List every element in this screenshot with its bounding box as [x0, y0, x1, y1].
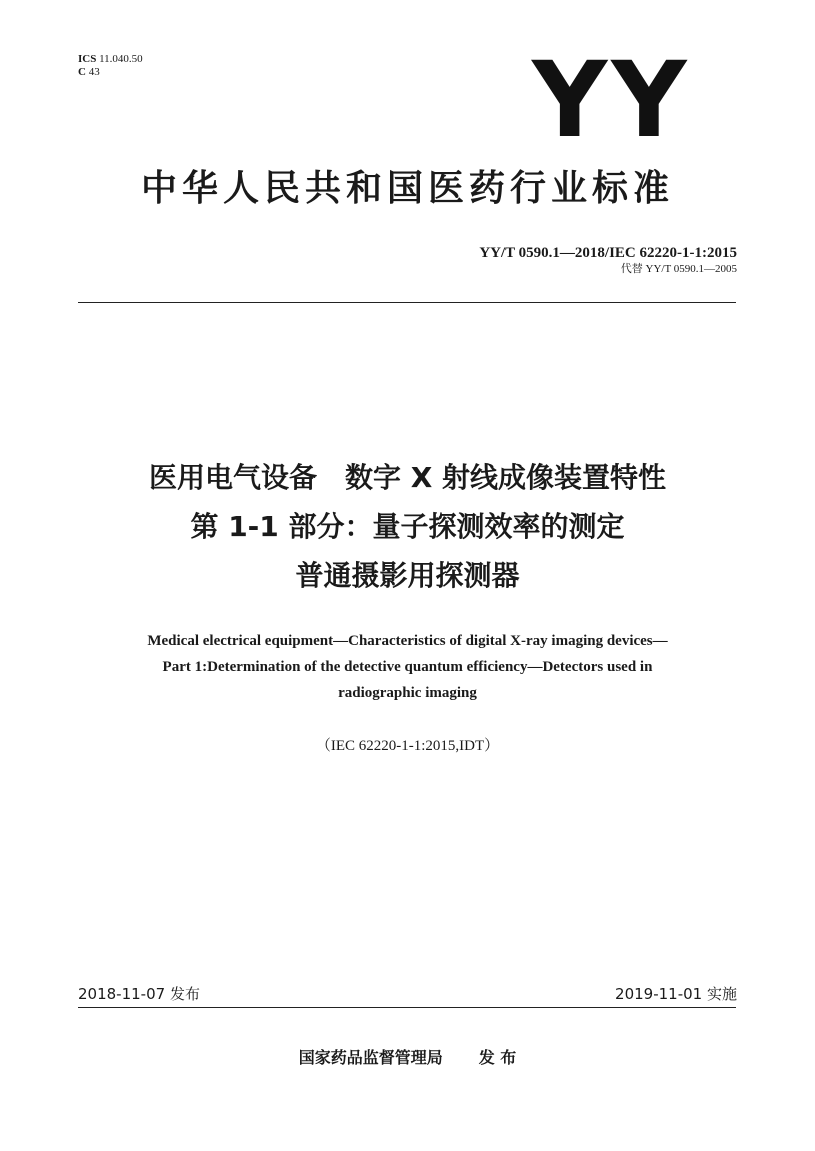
title-cn-line2: 第 1-1 部分：量子探测效率的测定: [190, 510, 625, 543]
title-en-line1: Medical electrical equipment—Characteristics of digital X-ray imaging devices—: [147, 633, 668, 649]
title-en-line3: radiographic imaging: [338, 685, 477, 701]
ccs-label: C: [78, 66, 86, 78]
ccs-line: [78, 66, 143, 79]
title-en: [60, 628, 755, 706]
bottom-divider: [78, 1007, 736, 1008]
yy-logo: YY: [532, 39, 691, 161]
classification-codes: [78, 53, 143, 79]
standard-number: YY/T 0590.1—2018/IEC 62220-1-1:2015: [479, 245, 737, 261]
title-cn-line3: 普通摄影用探测器: [295, 559, 520, 592]
top-divider: [78, 302, 736, 303]
title-en-line2: Part 1:Determination of the detective quantum efficiency—Detectors used in: [162, 659, 653, 675]
implement-date: 2019-11-01 实施: [615, 985, 737, 1003]
ccs-code: 43: [88, 66, 100, 78]
publish-date: 2018-11-07 发布: [78, 985, 200, 1003]
publisher: [0, 1048, 815, 1068]
equivalence-note: （IEC 62220-1-1:2015,IDT）: [315, 738, 500, 754]
title-cn-line1: 医用电气设备 数字 X 射线成像装置特性: [148, 461, 667, 494]
ics-code: 11.040.50: [99, 53, 143, 65]
publisher-action: 发 布: [478, 1048, 517, 1067]
publisher-name: 国家药品监督管理局: [298, 1048, 443, 1067]
replaces-note: 代替 YY/T 0590.1—2005: [620, 263, 737, 275]
standard-category-title: 中华人民共和国医药行业标准: [140, 168, 674, 209]
ics-label: ICS: [78, 53, 97, 65]
ics-line: [78, 53, 143, 66]
